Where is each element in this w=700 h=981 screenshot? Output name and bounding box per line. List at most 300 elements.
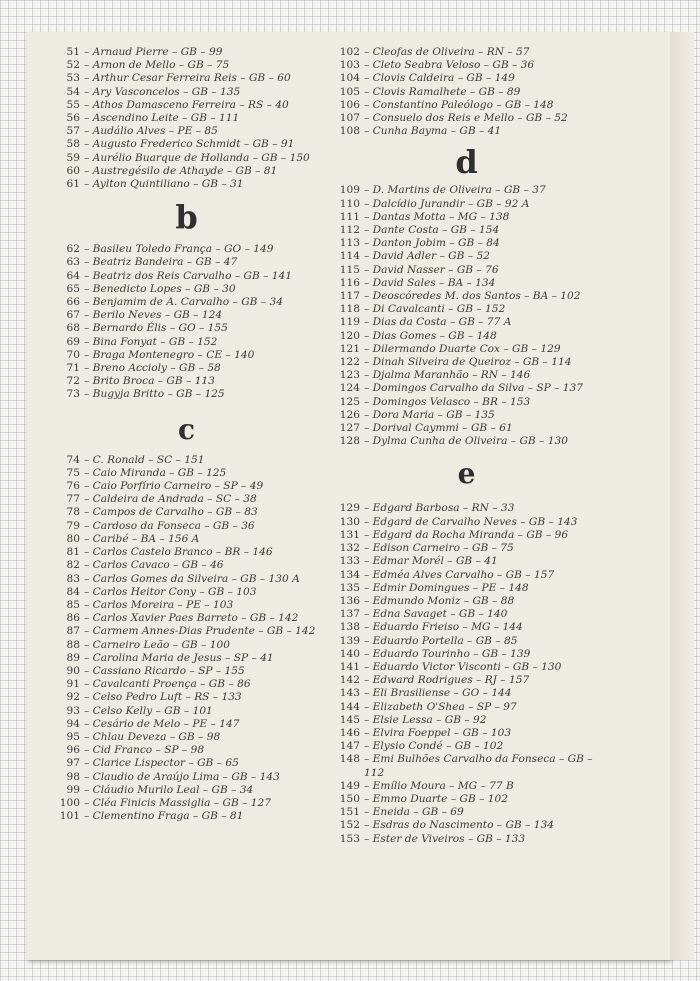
index-entry [334, 569, 599, 582]
index-entry [54, 152, 319, 165]
entry-number: 67 [66, 309, 80, 322]
entry-text: – Carlos Heitor Cony – GB – 103 [84, 585, 257, 598]
index-entry [54, 454, 319, 467]
index-entry [334, 780, 599, 793]
entry-number: 96 [66, 744, 80, 757]
entry-text: – Clovis Ramalhete – GB – 89 [364, 85, 521, 98]
entry-text: – Carneiro Leão – GB – 100 [84, 638, 230, 651]
index-entry [334, 343, 599, 356]
index-entry [54, 59, 319, 72]
entry-text: – Carlos Castelo Branco – BR – 146 [84, 546, 273, 559]
entry-number: 54 [66, 85, 80, 98]
index-entry [334, 740, 599, 753]
index-entry [54, 336, 319, 349]
entry-number: 101 [59, 810, 80, 823]
entry-text: – Caio Porfírio Carneiro – SP – 49 [84, 480, 264, 493]
entry-number: 76 [66, 480, 80, 493]
entry-number: 104 [339, 72, 360, 85]
index-entry [334, 99, 599, 112]
index-entry [334, 727, 599, 740]
entry-number: 141 [339, 660, 360, 673]
entry-text: – Beatriz Bandeira – GB – 47 [84, 256, 238, 269]
entry-text: – Austregésilo de Athayde – GB – 81 [84, 164, 278, 177]
index-entry [54, 112, 319, 125]
index-entry [54, 86, 319, 99]
entry-text: – Eli Brasiliense – GO – 144 [364, 687, 512, 700]
entry-number: 107 [339, 112, 360, 125]
entry-number: 74 [66, 453, 80, 466]
entry-number: 71 [66, 362, 80, 375]
index-entry [54, 678, 319, 691]
entry-number: 142 [339, 674, 360, 687]
index-entry [334, 435, 599, 448]
index-entry [334, 86, 599, 99]
entry-text: – Carolina Maria de Jesus – SP – 41 [84, 651, 274, 664]
index-entry [334, 502, 599, 515]
entry-text: – Esdras do Nascimento – GB – 134 [364, 819, 554, 832]
index-entry [334, 687, 599, 700]
entry-number: 70 [66, 348, 80, 361]
index-entry [54, 665, 319, 678]
entry-text: – D. Martins de Oliveira – GB – 37 [364, 184, 546, 197]
index-entry [54, 757, 319, 770]
entry-number: 95 [66, 730, 80, 743]
index-entry [334, 396, 599, 409]
index-entry [334, 714, 599, 727]
entry-text: – David Adler – GB – 52 [364, 250, 490, 263]
index-entry [54, 546, 319, 559]
index-entry [334, 674, 599, 687]
index-entry [54, 467, 319, 480]
entry-number: 137 [339, 608, 360, 621]
entry-number: 62 [66, 243, 80, 256]
index-entry [334, 753, 599, 779]
entry-text: – Constantino Paleólogo – GB – 148 [364, 98, 554, 111]
index-entry [334, 701, 599, 714]
index-entry [334, 211, 599, 224]
entry-number: 138 [339, 621, 360, 634]
entry-number: 127 [339, 422, 360, 435]
entry-number: 81 [66, 546, 80, 559]
index-entry [334, 833, 599, 846]
entry-number: 92 [66, 691, 80, 704]
index-entry [54, 178, 319, 191]
entry-number: 102 [339, 46, 360, 58]
entry-text: – Carlos Cavaco – GB – 46 [84, 559, 224, 572]
index-entry [334, 198, 599, 211]
entry-number: 129 [339, 502, 360, 515]
entry-text: – Dilermando Duarte Cox – GB – 129 [364, 342, 561, 355]
index-entry [334, 648, 599, 661]
entry-number: 79 [66, 519, 80, 532]
entry-number: 117 [339, 290, 360, 303]
entry-text: – Celso Kelly – GB – 101 [84, 704, 213, 717]
entry-text: – Djalma Maranhão – RN – 146 [364, 369, 531, 382]
entry-text: – Ascendino Leite – GB – 111 [84, 112, 240, 125]
entry-text: – Cleto Seabra Veloso – GB – 36 [364, 59, 535, 72]
entry-text: – Domingos Carvalho da Silva – SP – 137 [364, 382, 583, 395]
index-entry [334, 356, 599, 369]
entry-text: – Cunha Bayma – GB – 41 [364, 125, 502, 138]
entry-number: 131 [339, 528, 360, 541]
index-entry [54, 573, 319, 586]
entry-text: – Carlos Gomes da Silveira – GB – 130 A [84, 572, 300, 585]
group-c-list [54, 454, 319, 824]
entry-text: – Emílio Moura – MG – 77 B [364, 779, 514, 792]
entry-number: 80 [66, 532, 80, 545]
entry-text: – Elizabeth O'Shea – SP – 97 [364, 700, 517, 713]
entry-text: – Edmundo Moniz – GB – 88 [364, 594, 515, 607]
index-entry [334, 303, 599, 316]
entry-text: – Cláudio Murilo Leal – GB – 34 [84, 783, 254, 796]
entry-number: 111 [339, 210, 360, 223]
entry-number: 122 [339, 356, 360, 369]
entry-number: 82 [66, 559, 80, 572]
page-edge [670, 32, 694, 960]
entry-number: 126 [339, 408, 360, 421]
entry-number: 68 [66, 322, 80, 335]
index-entry [54, 810, 319, 823]
entry-number: 146 [339, 726, 360, 739]
entry-text: – Bernardo Élis – GO – 155 [84, 322, 228, 335]
entry-text: – Edméa Alves Carvalho – GB – 157 [364, 568, 555, 581]
entry-text: – Brito Broca – GB – 113 [84, 375, 215, 388]
entry-text: – Edgard da Rocha Miranda – GB – 96 [364, 528, 569, 541]
entry-text: – Dylma Cunha de Oliveira – GB – 130 [364, 435, 568, 448]
entry-text: – Cassiano Ricardo – SP – 155 [84, 664, 245, 677]
entry-number: 83 [66, 572, 80, 585]
group-d-list [334, 184, 599, 448]
entry-text: – David Nasser – GB – 76 [364, 263, 499, 276]
entry-text: – Deoscóredes M. dos Santos – BA – 102 [364, 290, 581, 303]
entry-text: – Emi Bulhões Carvalho da Fonseca – GB – 112 [364, 753, 593, 779]
entry-text: – Eduardo Frieiso – MG – 144 [364, 621, 523, 634]
entry-text: – Dante Costa – GB – 154 [364, 224, 500, 237]
index-entry [334, 422, 599, 435]
entry-text: – Di Cavalcanti – GB – 152 [364, 303, 506, 316]
entry-number: 152 [339, 819, 360, 832]
index-entry [54, 309, 319, 322]
index-entry [334, 316, 599, 329]
index-entry [54, 138, 319, 151]
entry-text: – Carlos Moreira – PE – 103 [84, 598, 234, 611]
index-entry [334, 806, 599, 819]
index-entry [54, 797, 319, 810]
index-entry [334, 330, 599, 343]
index-entry [54, 639, 319, 652]
entry-number: 134 [339, 568, 360, 581]
entry-text: – Arnaud Pierre – GB – 99 [84, 46, 223, 58]
entry-number: 53 [66, 72, 80, 85]
entry-number: 103 [339, 59, 360, 72]
index-entry [54, 283, 319, 296]
index-entry [54, 46, 319, 59]
index-entry [334, 125, 599, 138]
index-entry [54, 533, 319, 546]
entry-number: 99 [66, 783, 80, 796]
entry-number: 61 [66, 178, 80, 191]
entry-number: 59 [66, 151, 80, 164]
entry-number: 98 [66, 770, 80, 783]
entry-number: 57 [66, 125, 80, 138]
group-b-list [54, 243, 319, 401]
index-entry [54, 493, 319, 506]
index-entry [54, 731, 319, 744]
entry-number: 97 [66, 757, 80, 770]
index-entry [334, 635, 599, 648]
entry-number: 118 [339, 303, 360, 316]
index-entry [334, 555, 599, 568]
entry-number: 78 [66, 506, 80, 519]
entry-number: 91 [66, 678, 80, 691]
entry-number: 88 [66, 638, 80, 651]
index-entry [334, 409, 599, 422]
entry-number: 55 [66, 98, 80, 111]
entry-number: 136 [339, 594, 360, 607]
entry-number: 114 [339, 250, 360, 263]
entry-number: 150 [339, 792, 360, 805]
index-entry [334, 72, 599, 85]
entry-number: 60 [66, 164, 80, 177]
index-entry [54, 586, 319, 599]
entry-text: – Claudio de Araújo Lima – GB – 143 [84, 770, 280, 783]
entry-text: – Benedicto Lopes – GB – 30 [84, 282, 236, 295]
entry-text: – Ester de Viveiros – GB – 133 [364, 832, 526, 845]
entry-number: 121 [339, 342, 360, 355]
index-entry [54, 256, 319, 269]
entry-text: – Aurélio Buarque de Hollanda – GB – 150 [84, 151, 310, 164]
entry-number: 132 [339, 542, 360, 555]
entry-number: 77 [66, 493, 80, 506]
index-entry [334, 46, 599, 59]
entry-number: 69 [66, 335, 80, 348]
entry-text: – Clovis Caldeira – GB – 149 [364, 72, 515, 85]
entry-text: – Dalcídio Jurandir – GB – 92 A [364, 197, 530, 210]
index-entry [54, 506, 319, 519]
entry-text: – Caio Miranda – GB – 125 [84, 466, 227, 479]
entry-number: 72 [66, 375, 80, 388]
index-entry [334, 793, 599, 806]
index-entry [334, 542, 599, 555]
index-entry [54, 322, 319, 335]
entry-number: 93 [66, 704, 80, 717]
entry-text: – Celso Pedro Luft – RS – 133 [84, 691, 242, 704]
entry-number: 65 [66, 282, 80, 295]
index-entry [334, 184, 599, 197]
index-entry [54, 388, 319, 401]
index-entry [54, 375, 319, 388]
entry-text: – Dias da Costa – GB – 77 A [364, 316, 512, 329]
index-entry [334, 608, 599, 621]
index-entry [54, 296, 319, 309]
index-entry [334, 112, 599, 125]
entry-text: – Clarice Lispector – GB – 65 [84, 757, 239, 770]
entry-text: – Aylton Quintiliano – GB – 31 [84, 178, 244, 191]
entry-text: – Caldeira de Andrada – SC – 38 [84, 493, 257, 506]
entry-number: 116 [339, 276, 360, 289]
index-entry [54, 599, 319, 612]
entry-number: 86 [66, 612, 80, 625]
entry-text: – Dora Maria – GB – 135 [364, 408, 495, 421]
index-entry [54, 72, 319, 85]
entry-text: – Augusto Frederico Schmidt – GB – 91 [84, 138, 295, 151]
entry-number: 148 [339, 753, 360, 766]
entry-text: – Berilo Neves – GB – 124 [84, 309, 223, 322]
index-entry [334, 237, 599, 250]
index-entry [334, 516, 599, 529]
entry-number: 63 [66, 256, 80, 269]
entry-number: 64 [66, 269, 80, 282]
entry-number: 130 [339, 515, 360, 528]
index-entry [54, 625, 319, 638]
entry-number: 100 [59, 796, 80, 809]
index-entry [54, 349, 319, 362]
entry-number: 94 [66, 717, 80, 730]
index-entry [54, 520, 319, 533]
entry-number: 147 [339, 740, 360, 753]
entry-number: 90 [66, 664, 80, 677]
group-c-tail-list [334, 46, 599, 138]
entry-text: – Consuelo dos Reis e Mello – GB – 52 [364, 112, 568, 125]
entry-text: – Arthur Cesar Ferreira Reis – GB – 60 [84, 72, 291, 85]
index-entry [334, 59, 599, 72]
entry-text: – Clementino Fraga – GB – 81 [84, 810, 244, 823]
entry-number: 84 [66, 585, 80, 598]
entry-text: – Cesário de Melo – PE – 147 [84, 717, 240, 730]
entry-number: 110 [339, 197, 360, 210]
index-entry [54, 480, 319, 493]
entry-text: – Elysio Condé – GB – 102 [364, 740, 504, 753]
section-letter-e: e [457, 457, 476, 491]
entry-text: – Athos Damasceno Ferreira – RS – 40 [84, 98, 289, 111]
entry-number: 120 [339, 329, 360, 342]
index-entry [334, 264, 599, 277]
entry-number: 109 [339, 184, 360, 197]
entry-text: – Emmo Duarte – GB – 102 [364, 792, 508, 805]
entry-text: – Dias Gomes – GB – 148 [364, 329, 497, 342]
index-entry [334, 661, 599, 674]
entry-text: – Campos de Carvalho – GB – 83 [84, 506, 258, 519]
entry-text: – Edmir Domingues – PE – 148 [364, 581, 529, 594]
index-entry [54, 125, 319, 138]
entry-number: 56 [66, 112, 80, 125]
entry-text: – Dinah Silveira de Queiroz – GB – 114 [364, 356, 572, 369]
entry-number: 106 [339, 98, 360, 111]
index-entry [54, 744, 319, 757]
entry-text: – Cid Franco – SP – 98 [84, 744, 205, 757]
entry-number: 144 [339, 700, 360, 713]
entry-number: 66 [66, 296, 80, 309]
entry-text: – Carmem Annes-Dias Prudente – GB – 142 [84, 625, 316, 638]
index-entry [334, 595, 599, 608]
index-entry [54, 784, 319, 797]
entry-text: – Edgard Barbosa – RN – 33 [364, 502, 515, 515]
entry-text: – Benjamim de A. Carvalho – GB – 34 [84, 296, 283, 309]
entry-number: 145 [339, 713, 360, 726]
index-entry [334, 582, 599, 595]
entry-number: 124 [339, 382, 360, 395]
entry-text: – Basileu Toledo França – GO – 149 [84, 243, 274, 256]
entry-text: – Cléa Finicis Massiglia – GB – 127 [84, 796, 272, 809]
index-entry [54, 270, 319, 283]
entry-text: – Bugyja Britto – GB – 125 [84, 388, 225, 401]
entry-text: – David Sales – BA – 134 [364, 276, 496, 289]
entry-text: – Eduardo Tourinho – GB – 139 [364, 647, 531, 660]
entry-number: 125 [339, 395, 360, 408]
entry-text: – Ary Vasconcelos – GB – 135 [84, 85, 241, 98]
entry-text: – Beatriz dos Reis Carvalho – GB – 141 [84, 269, 293, 282]
entry-text: – Caribé – BA – 156 A [84, 532, 200, 545]
entry-text: – Chlau Deveza – GB – 98 [84, 730, 221, 743]
group-a-list [54, 46, 319, 191]
index-entry [334, 382, 599, 395]
entry-number: 87 [66, 625, 80, 638]
index-entry [54, 99, 319, 112]
index-entry [54, 612, 319, 625]
entry-number: 113 [339, 237, 360, 250]
entry-text: – Edison Carneiro – GB – 75 [364, 542, 514, 555]
index-entry [54, 705, 319, 718]
entry-number: 135 [339, 581, 360, 594]
entry-number: 105 [339, 85, 360, 98]
entry-text: – Eduardo Victor Visconti – GB – 130 [364, 660, 562, 673]
entry-text: – Domingos Velasco – BR – 153 [364, 395, 531, 408]
entry-number: 119 [339, 316, 360, 329]
entry-number: 89 [66, 651, 80, 664]
entry-text: – Edmar Morél – GB – 41 [364, 555, 498, 568]
index-entry [54, 718, 319, 731]
entry-text: – Cleofas de Oliveira – RN – 57 [364, 46, 530, 58]
entry-number: 149 [339, 779, 360, 792]
entry-text: – Danton Jobim – GB – 84 [364, 237, 500, 250]
index-entry [334, 369, 599, 382]
entry-number: 58 [66, 138, 80, 151]
entry-number: 140 [339, 647, 360, 660]
section-letter-d: d [455, 143, 478, 182]
entry-text: – Edgard de Carvalho Neves – GB – 143 [364, 515, 578, 528]
index-entry [334, 621, 599, 634]
entry-text: – C. Ronald – SC – 151 [84, 453, 205, 466]
entry-text: – Edna Savaget – GB – 140 [364, 608, 508, 621]
entry-text: – Elsie Lessa – GB – 92 [364, 713, 487, 726]
entry-number: 143 [339, 687, 360, 700]
entry-number: 73 [66, 388, 80, 401]
entry-text: – Dorival Caymmi – GB – 61 [364, 422, 513, 435]
entry-number: 133 [339, 555, 360, 568]
entry-text: – Arnon de Mello – GB – 75 [84, 59, 230, 72]
section-letter-b: b [175, 198, 198, 237]
section-letter-c: c [177, 412, 196, 446]
entry-number: 75 [66, 466, 80, 479]
entry-number: 139 [339, 634, 360, 647]
entry-text: – Dantas Motta – MG – 138 [364, 210, 510, 223]
left-column [54, 46, 319, 823]
entry-number: 51 [66, 46, 80, 58]
index-entry [54, 243, 319, 256]
entry-number: 108 [339, 125, 360, 138]
index-entry [54, 362, 319, 375]
entry-text: – Breno Accioly – GB – 58 [84, 362, 221, 375]
index-entry [54, 652, 319, 665]
index-entry [334, 277, 599, 290]
right-column [334, 46, 599, 846]
entry-number: 151 [339, 806, 360, 819]
entry-text: – Braga Montenegro – CE – 140 [84, 348, 255, 361]
entry-number: 128 [339, 435, 360, 448]
entry-text: – Elvira Foeppel – GB – 103 [364, 726, 512, 739]
entry-text: – Cavalcanti Proença – GB – 86 [84, 678, 251, 691]
entry-text: – Cardoso da Fonseca – GB – 36 [84, 519, 255, 532]
